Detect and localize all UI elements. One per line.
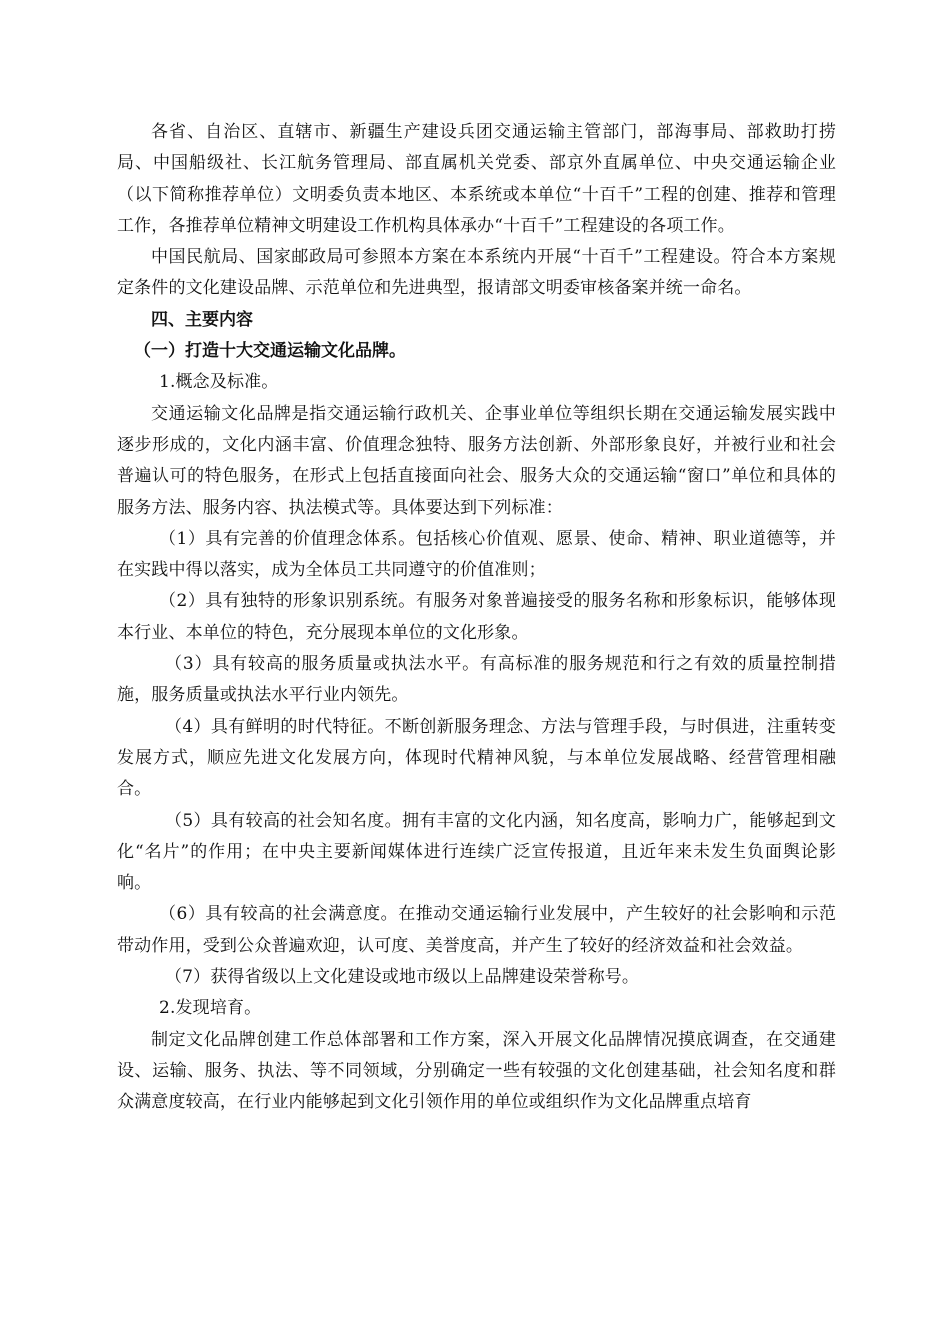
paragraph-civil-aviation-postal: 中国民航局、国家邮政局可参照本方案在本系统内开展“十百千”工程建设。符合本方案规定条件的文化建设品牌、示范单位和先进典型，报请部文明委审核备案并统一命名。 [117,247,836,299]
section-heading-main-content: 四、主要内容 [151,309,253,330]
criterion-5-social-reputation: （5）具有较高的社会知名度。拥有丰富的文化内涵，知名度高，影响力广，能够起到文化“名片”的作用；在中央主要新闻媒体进行连续广泛宣传报道，且近年来未发生负面舆论影响。 [117,810,836,894]
item-heading-discovery-cultivation: 2.发现培育。 [159,998,262,1019]
paragraph-cultivation-plan: 制定文化品牌创建工作总体部署和工作方案，深入开展文化品牌情况摸底调查，在交通建设、运输、服务、执法、等不同领域，分别确定一些有较强的文化创建基础，社会知名度和群众满意度较高，在行业内能够起到文化引领作用的单位或组织作为文化品牌重点培育 [117,1029,836,1113]
document-body [117,117,836,1119]
criterion-6-social-satisfaction: （6）具有较高的社会满意度。在推动交通运输行业发展中，产生较好的社会影响和示范带动作用，受到公众普遍欢迎，认可度、美誉度高，并产生了较好的经济效益和社会效益。 [117,904,836,956]
criterion-7-honor-titles: （7）获得省级以上文化建设或地市级以上品牌建设荣誉称号。 [165,967,640,988]
criterion-1-value-system: （1）具有完善的价值理念体系。包括核心价值观、愿景、使命、精神、职业道德等，并在实践中得以落实，成为全体员工共同遵守的价值准则； [117,528,836,581]
paragraph-brand-definition: 交通运输文化品牌是指交通运输行政机关、企事业单位等组织长期在交通运输发展实践中逐步形成的，文化内涵丰富、价值理念独特、服务方法创新、外部形象良好，并被行业和社会普遍认可的特色服务，在形式上包括直接面向社会、服务大众的交通运输“窗口”单位和具体的服务方法、服务内容、执法模式等。具体要达到下列标准： [117,403,836,518]
criterion-3-service-quality: （3）具有较高的服务质量或执法水平。有高标准的服务规范和行之有效的质量控制措施，服务质量或执法水平行业内领先。 [117,654,836,706]
item-heading-concept-standards: 1.概念及标准。 [159,372,279,393]
criterion-4-era-features: （4）具有鲜明的时代特征。不断创新服务理念、方法与管理手段，与时俱进，注重转变发展方式，顺应先进文化发展方向，体现时代精神风貌，与本单位发展战略、经营管理相融合。 [117,716,836,800]
criterion-2-identity-system: （2）具有独特的形象识别系统。有服务对象普遍接受的服务名称和形象标识，能够体现本行业、本单位的特色，充分展现本单位的文化形象。 [117,591,836,643]
paragraph-recommending-units: 各省、自治区、直辖市、新疆生产建设兵团交通运输主管部门，部海事局、部救助打捞局、中国船级社、长江航务管理局、部直属机关党委、部京外直属单位、中央交通运输企业（以下简称推荐单位）文明委负责本地区、本系统或本单位“十百千”工程的创建、推荐和管理工作，各推荐单位精神文明建设工作机构具体承办“十百千”工程建设的各项工作。 [117,122,836,236]
subsection-heading-culture-brands: （一）打造十大交通运输文化品牌。 [134,341,406,362]
